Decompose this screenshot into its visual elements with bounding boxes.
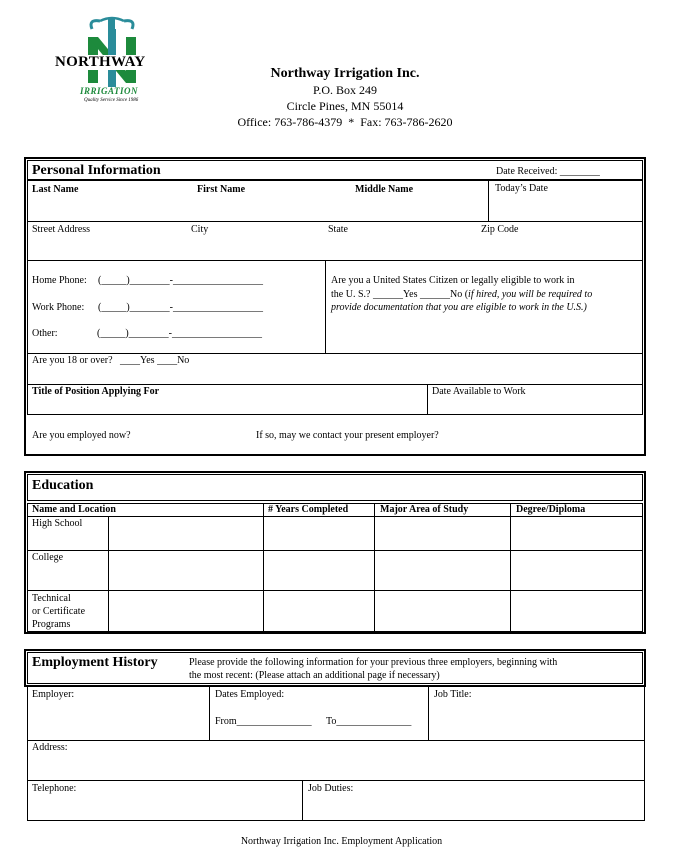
col-years-completed: # Years Completed [268, 504, 349, 515]
telephone-label: Telephone: [32, 783, 77, 794]
col-name-location: Name and Location [32, 504, 116, 515]
zip-label: Zip Code [481, 224, 519, 235]
age-question[interactable]: Are you 18 or over? ____Yes ____No [32, 355, 190, 366]
row-high-school: High School [32, 518, 83, 529]
row-technical-2: or Certificate [32, 606, 86, 617]
education-title-box [27, 474, 643, 501]
other-phone-field[interactable]: (_____)________-__________________ [97, 328, 262, 339]
date-available-label: Date Available to Work [432, 386, 526, 397]
row-technical-1: Technical [32, 593, 71, 604]
logo-tagline: Quality Service Since 1986 [84, 98, 139, 103]
middle-name-label: Middle Name [355, 184, 414, 195]
education-table [27, 503, 643, 632]
other-phone-label: Other: [32, 328, 58, 339]
company-logo [50, 15, 175, 107]
citizen-question-2 [331, 290, 592, 300]
company-address-2: Circle Pines, MN 55014 [286, 99, 404, 113]
address-label: Address: [32, 742, 68, 753]
employer-label: Employer: [32, 689, 75, 700]
job-duties-label: Job Duties: [308, 783, 354, 794]
position-label: Title of Position Applying For [32, 386, 160, 397]
company-name: Northway Irrigation Inc. [270, 66, 420, 81]
row-college: College [32, 552, 64, 563]
citizen-question-1: Are you a United States Citizen or legally eligible to work in [331, 275, 575, 286]
citizen-question-3: provide documentation that you are eligible to work in the U.S.) [331, 302, 587, 313]
employment-intro-2: the most recent: (Please attach an additional page if necessary) [189, 670, 440, 681]
job-title-label: Job Title: [434, 689, 472, 700]
city-label: City [191, 224, 209, 235]
education-title: Education [32, 478, 94, 493]
work-phone-field[interactable]: (_____)________-__________________ [98, 302, 263, 313]
name-row [27, 180, 643, 222]
street-label: Street Address [32, 224, 91, 235]
row-technical-3: Programs [32, 619, 71, 630]
dates-employed-label: Dates Employed: [215, 689, 285, 700]
employed-question: Are you employed now? [32, 430, 131, 441]
todays-date-label: Today’s Date [495, 183, 548, 194]
from-field[interactable]: From_______________ [215, 716, 312, 727]
logo-sub: IRRIGATION [80, 86, 139, 96]
employment-table [27, 686, 645, 821]
citizen-note: if hired, you will be required to [468, 289, 593, 300]
company-contact: Office: 763-786-4379 * Fax: 763-786-2620 [237, 115, 453, 129]
employment-title: Employment History [32, 655, 158, 670]
home-phone-label: Home Phone: [32, 275, 87, 286]
page-footer: Northway Irrigation Inc. Employment Application [240, 836, 443, 847]
last-name-label: Last Name [32, 184, 79, 195]
citizen-yes-no[interactable]: the U. S.? ______Yes ______No ( [331, 289, 469, 300]
company-address-1: P.O. Box 249 [312, 83, 377, 97]
state-label: State [328, 224, 348, 235]
personal-title: Personal Information [32, 163, 161, 178]
employment-intro-1: Please provide the following information for your previous three employers, beginning with [189, 657, 558, 668]
first-name-label: First Name [197, 184, 246, 195]
company-header [200, 66, 490, 130]
date-received: Date Received: ________ [496, 166, 600, 177]
home-phone-field[interactable]: (_____)________-__________________ [98, 275, 263, 286]
logo-brand: NORTHWAY [55, 54, 146, 70]
col-degree: Degree/Diploma [516, 504, 586, 515]
to-field[interactable]: To_______________ [326, 716, 412, 727]
contact-employer-question: If so, may we contact your present employer? [256, 430, 439, 441]
col-major: Major Area of Study [380, 504, 469, 515]
work-phone-label: Work Phone: [32, 302, 85, 313]
